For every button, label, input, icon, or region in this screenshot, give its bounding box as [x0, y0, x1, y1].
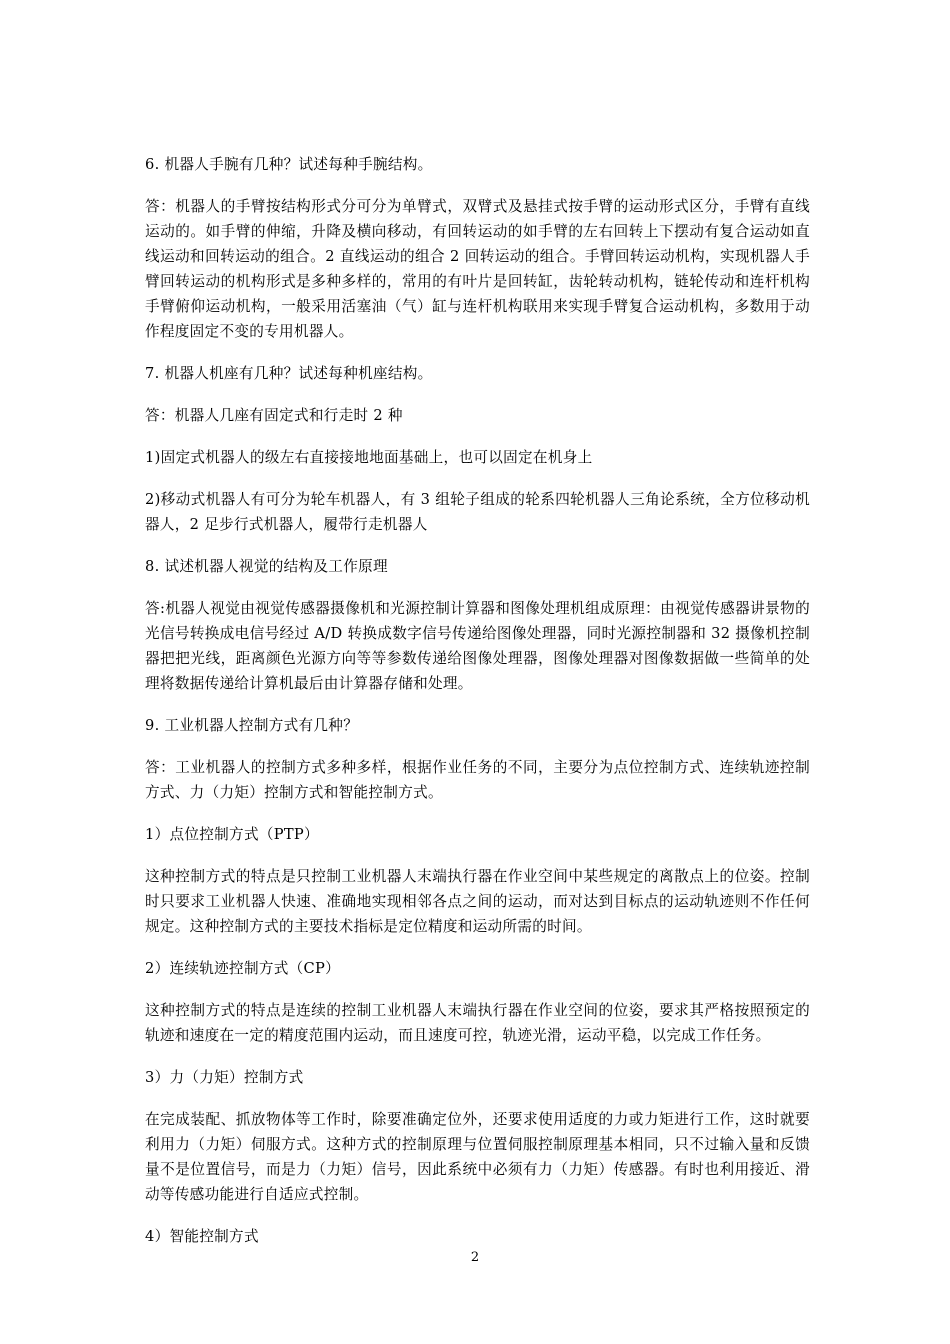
answer-7: 答：机器人几座有固定式和行走时 2 种 — [145, 407, 403, 424]
heading-cp: 2）连续轨迹控制方式（CP） — [145, 960, 341, 977]
question-6: 6. 机器人手腕有几种？试述每种手腕结构。 — [145, 156, 433, 173]
body-force: 在完成装配、抓放物体等工作时，除要准确定位外，还要求使用适度的力或力矩进行工作，这时就要利用力（力矩）伺服方式。这种方式的控制原理与位置伺服控制原理基本相同，只不过输入量和反馈量不是位置信号，而是力（力矩）信号，因此系统中必须有力（力矩）传感器。有时也利用接近、滑动等传感功能进行自适应式控制。 — [145, 1111, 810, 1203]
answer-7-item-1: 1)固定式机器人的级左右直接接地地面基础上，也可以固定在机身上 — [145, 449, 593, 466]
heading-force: 3）力（力矩）控制方式 — [145, 1069, 304, 1086]
page-content — [145, 152, 810, 1266]
heading-ptp: 1）点位控制方式（PTP） — [145, 826, 319, 843]
question-9: 9. 工业机器人控制方式有几种？ — [145, 717, 359, 734]
question-7: 7. 机器人机座有几种？试述每种机座结构。 — [145, 365, 433, 382]
body-ptp: 这种控制方式的特点是只控制工业机器人末端执行器在作业空间中某些规定的离散点上的位姿。控制时只要求工业机器人快速、准确地实现相邻各点之间的运动，而对达到目标点的运动轨迹则不作任何规定。这种控制方式的主要技术指标是定位精度和运动所需的时间。 — [145, 868, 810, 935]
page-number: 2 — [470, 1250, 480, 1265]
answer-8: 答:机器人视觉由视觉传感器摄像机和光源控制计算器和图像处理机组成原理：由视觉传感器讲景物的光信号转换成电信号经过 A/D 转换成数字信号传递给图像处理器，同时光源控制器和 32 摄像机控制器把把光线，距离颜色光源方向等等参数传递给图像处理器，图像处理器对图像数据做一些简单的处理将数据传递给计算机最后由计算器存储和处理。 — [145, 600, 810, 692]
heading-intelligent: 4）智能控制方式 — [145, 1228, 259, 1245]
body-cp: 这种控制方式的特点是连续的控制工业机器人末端执行器在作业空间的位姿，要求其严格按照预定的轨迹和速度在一定的精度范围内运动，而且速度可控，轨迹光滑，运动平稳，以完成工作任务。 — [145, 1002, 810, 1044]
answer-7-item-2: 2)移动式机器人有可分为轮车机器人，有 3 组轮子组成的轮系四轮机器人三角论系统，全方位移动机器人，2 足步行式机器人，履带行走机器人 — [145, 491, 810, 533]
question-8: 8. 试述机器人视觉的结构及工作原理 — [145, 558, 388, 575]
answer-6: 答：机器人的手臂按结构形式分可分为单臂式，双臂式及悬挂式按手臂的运动形式区分，手臂有直线运动的。如手臂的伸缩，升降及横向移动，有回转运动的如手臂的左右回转上下摆动有复合运动如直线运动和回转运动的组合。2 直线运动的组合 2 回转运动的组合。手臂回转运动机构，实现机器人手臂回转运动的机构形式是多种多样的，常用的有叶片是回转缸，齿轮转动机构，链轮传动和连杆机构手臂俯仰运动机构，一般采用活塞油（气）缸与连杆机构联用来实现手臂复合运动机构，多数用于动作程度固定不变的专用机器人。 — [145, 198, 810, 340]
answer-9: 答：工业机器人的控制方式多种多样，根据作业任务的不同，主要分为点位控制方式、连续轨迹控制方式、力（力矩）控制方式和智能控制方式。 — [145, 759, 810, 801]
